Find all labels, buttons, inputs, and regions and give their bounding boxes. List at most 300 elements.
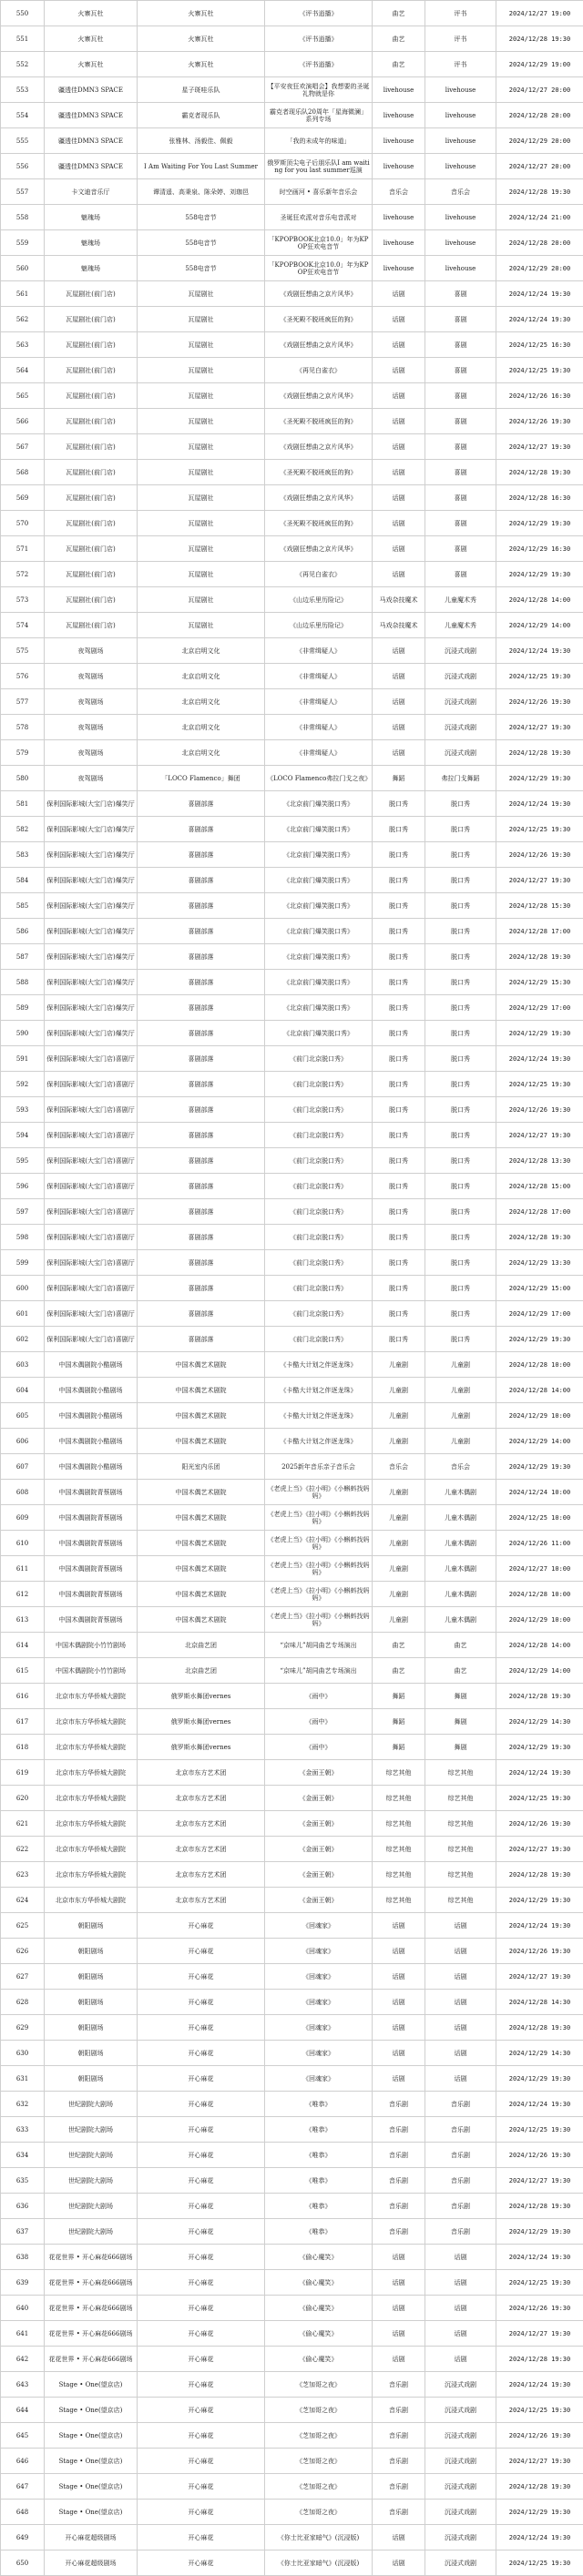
datetime-cell: 2024/12/29 15:30 bbox=[496, 970, 583, 995]
datetime-cell: 2024/12/24 19:30 bbox=[496, 2372, 583, 2398]
title-cell: 《你士比亚家暗气》(沉浸版) bbox=[265, 2551, 373, 2576]
venue-cell: 保利国际影城(大宝门店)喜剧厅 bbox=[45, 1148, 138, 1174]
subcategory-cell: 脱口秀 bbox=[425, 868, 496, 893]
subcategory-cell: 话剧 bbox=[425, 2270, 496, 2296]
table-row bbox=[1, 1123, 583, 1148]
datetime-cell: 2024/12/24 21:00 bbox=[496, 205, 583, 230]
venue-cell: 保利国际影城(大宝门店)爆笑厅 bbox=[45, 817, 138, 842]
category-cell: 话剧 bbox=[373, 460, 425, 485]
subcategory-cell: 脱口秀 bbox=[425, 1327, 496, 1352]
datetime-cell: 2024/12/29 19:30 bbox=[496, 562, 583, 587]
performer-cell: 北京曲艺团 bbox=[138, 1633, 265, 1658]
venue-cell: 保利国际影城(大宝门店)喜剧厅 bbox=[45, 1046, 138, 1072]
subcategory-cell: 音乐剧 bbox=[425, 2194, 496, 2219]
performer-cell: 瓦屋剧社 bbox=[138, 358, 265, 383]
title-cell: 《老虎上当》《拉小明》《小蝌蚪找妈妈》 bbox=[265, 1480, 373, 1505]
performer-cell: 开心麻花 bbox=[138, 2500, 265, 2525]
performer-cell: 喜剧部落 bbox=[138, 1072, 265, 1097]
table-body bbox=[1, 1, 583, 2576]
category-cell: 话剧 bbox=[373, 485, 425, 511]
performer-cell: 喜剧部落 bbox=[138, 1174, 265, 1199]
row-number: 556 bbox=[1, 154, 45, 179]
row-number: 621 bbox=[1, 1811, 45, 1837]
subcategory-cell: livehouse bbox=[425, 205, 496, 230]
datetime-cell: 2024/12/29 10:00 bbox=[496, 1403, 583, 1429]
performer-cell: 喜剧部落 bbox=[138, 919, 265, 944]
title-cell: 《芝加哥之夜》 bbox=[265, 2449, 373, 2474]
performer-cell: 开心麻花 bbox=[138, 2066, 265, 2092]
subcategory-cell: 曲艺 bbox=[425, 1658, 496, 1684]
table-row bbox=[1, 2296, 583, 2321]
subcategory-cell: 综艺其他 bbox=[425, 1862, 496, 1888]
venue-cell: 魅瑰场 bbox=[45, 230, 138, 256]
subcategory-cell: 脱口秀 bbox=[425, 842, 496, 868]
table-row bbox=[1, 1684, 583, 1709]
category-cell: 话剧 bbox=[373, 638, 425, 664]
row-number: 585 bbox=[1, 893, 45, 919]
row-number: 555 bbox=[1, 128, 45, 154]
title-cell: 《非常缉疑人》 bbox=[265, 664, 373, 689]
table-row bbox=[1, 26, 583, 52]
datetime-cell: 2024/12/24 19:30 bbox=[496, 2245, 583, 2270]
row-number: 612 bbox=[1, 1582, 45, 1607]
row-number: 567 bbox=[1, 434, 45, 460]
datetime-cell: 2024/12/27 20:00 bbox=[496, 154, 583, 179]
performer-cell: 中国木偶艺术剧院 bbox=[138, 1556, 265, 1582]
row-number: 591 bbox=[1, 1046, 45, 1072]
datetime-cell: 2024/12/29 13:30 bbox=[496, 1250, 583, 1276]
performer-cell: 喜剧部落 bbox=[138, 817, 265, 842]
table-row bbox=[1, 1327, 583, 1352]
venue-cell: 保利国际影城(大宝门店)爆笑厅 bbox=[45, 970, 138, 995]
performer-cell: 中国木偶艺术剧院 bbox=[138, 1429, 265, 1454]
row-number: 583 bbox=[1, 842, 45, 868]
table-row bbox=[1, 2321, 583, 2347]
datetime-cell: 2024/12/24 19:30 bbox=[496, 791, 583, 817]
subcategory-cell: 沉浸式戏剧 bbox=[425, 2525, 496, 2551]
category-cell: livehouse bbox=[373, 103, 425, 128]
table-row bbox=[1, 256, 583, 281]
row-number: 604 bbox=[1, 1378, 45, 1403]
title-cell: 《圣死殿不脱班疯狂的狗》 bbox=[265, 460, 373, 485]
title-cell: 《卡酷大计划之伴逐龙珠》 bbox=[265, 1378, 373, 1403]
category-cell: 综艺其他 bbox=[373, 1888, 425, 1913]
subcategory-cell: 音乐剧 bbox=[425, 2092, 496, 2117]
datetime-cell: 2024/12/24 19:30 bbox=[496, 638, 583, 664]
category-cell: 话剧 bbox=[373, 2347, 425, 2372]
row-number: 562 bbox=[1, 307, 45, 332]
subcategory-cell: 脱口秀 bbox=[425, 1250, 496, 1276]
table-row bbox=[1, 1403, 583, 1429]
subcategory-cell: 喜剧 bbox=[425, 358, 496, 383]
performer-cell: 张雅林、汤毅佳、佩毅 bbox=[138, 128, 265, 154]
category-cell: 话剧 bbox=[373, 307, 425, 332]
venue-cell: 朝阳剧场 bbox=[45, 1964, 138, 1990]
subcategory-cell: 评书 bbox=[425, 52, 496, 77]
performer-cell: 瓦屋剧社 bbox=[138, 307, 265, 332]
title-cell: 《回魂家》 bbox=[265, 1964, 373, 1990]
title-cell: 《非常缉疑人》 bbox=[265, 715, 373, 740]
venue-cell: 花花世界 • 开心麻花666剧场 bbox=[45, 2270, 138, 2296]
row-number: 575 bbox=[1, 638, 45, 664]
row-number: 554 bbox=[1, 103, 45, 128]
datetime-cell: 2024/12/25 19:30 bbox=[496, 2270, 583, 2296]
venue-cell: Stage • One(望京店) bbox=[45, 2423, 138, 2449]
title-cell: 「KPOPBOOK北京10.0」年为KPOP狂欢电音节 bbox=[265, 256, 373, 281]
table-row bbox=[1, 1862, 583, 1888]
performer-cell: 俄罗斯水舞团vernes bbox=[138, 1684, 265, 1709]
row-number: 642 bbox=[1, 2347, 45, 2372]
title-cell: 《金面王朝》 bbox=[265, 1888, 373, 1913]
table-row bbox=[1, 664, 583, 689]
category-cell: 舞蹈 bbox=[373, 1735, 425, 1760]
row-number: 650 bbox=[1, 2551, 45, 2576]
venue-cell: 北京市东方华侨城大剧院 bbox=[45, 1709, 138, 1735]
subcategory-cell: 评书 bbox=[425, 26, 496, 52]
category-cell: 脱口秀 bbox=[373, 1148, 425, 1174]
row-number: 628 bbox=[1, 1990, 45, 2015]
table-row bbox=[1, 281, 583, 307]
datetime-cell: 2024/12/29 14:00 bbox=[496, 1429, 583, 1454]
performer-cell: 开心麻花 bbox=[138, 2168, 265, 2194]
datetime-cell: 2024/12/28 19:30 bbox=[496, 2474, 583, 2500]
title-cell: 《前门北京脱口秀》 bbox=[265, 1199, 373, 1225]
venue-cell: 瓦屋剧社(前门店) bbox=[45, 562, 138, 587]
subcategory-cell: 儿童剧 bbox=[425, 1378, 496, 1403]
performer-cell: 瓦屋剧社 bbox=[138, 562, 265, 587]
venue-cell: 中国木偶剧院青蔡剧场 bbox=[45, 1556, 138, 1582]
datetime-cell: 2024/12/25 19:30 bbox=[496, 358, 583, 383]
title-cell: 《老虎上当》《拉小明》《小蝌蚪找妈妈》 bbox=[265, 1607, 373, 1633]
subcategory-cell: 脱口秀 bbox=[425, 1225, 496, 1250]
category-cell: 脱口秀 bbox=[373, 1046, 425, 1072]
venue-cell: 世纪剧院大剧场 bbox=[45, 2168, 138, 2194]
category-cell: 综艺其他 bbox=[373, 1786, 425, 1811]
performer-cell: 瓦屋剧社 bbox=[138, 281, 265, 307]
performer-cell: 瓦屋剧社 bbox=[138, 613, 265, 638]
subcategory-cell: 综艺其他 bbox=[425, 1760, 496, 1786]
subcategory-cell: 儿童剧 bbox=[425, 1352, 496, 1378]
title-cell: 《北京前门爆笑脱口秀》 bbox=[265, 995, 373, 1021]
category-cell: 脱口秀 bbox=[373, 919, 425, 944]
category-cell: 音乐剧 bbox=[373, 2219, 425, 2245]
subcategory-cell: 脱口秀 bbox=[425, 1174, 496, 1199]
subcategory-cell: 评书 bbox=[425, 1, 496, 26]
datetime-cell: 2024/12/29 19:30 bbox=[496, 2219, 583, 2245]
subcategory-cell: 音乐会 bbox=[425, 179, 496, 205]
category-cell: 脱口秀 bbox=[373, 1250, 425, 1276]
performer-cell: 俄罗斯水舞团vernes bbox=[138, 1735, 265, 1760]
datetime-cell: 2024/12/29 14:00 bbox=[496, 1658, 583, 1684]
subcategory-cell: 喜剧 bbox=[425, 409, 496, 434]
title-cell: 《北京前门爆笑脱口秀》 bbox=[265, 868, 373, 893]
datetime-cell: 2024/12/24 19:30 bbox=[496, 1760, 583, 1786]
performer-cell: 瓦屋剧社 bbox=[138, 409, 265, 434]
table-row bbox=[1, 2117, 583, 2143]
venue-cell: 中国木偶剧院小酷剧场 bbox=[45, 1352, 138, 1378]
title-cell: 《戏剧狂想曲之京片风华》 bbox=[265, 434, 373, 460]
performer-cell: 开心麻花 bbox=[138, 2551, 265, 2576]
title-cell: 《再见白雀衣》 bbox=[265, 562, 373, 587]
datetime-cell: 2024/12/28 19:30 bbox=[496, 2194, 583, 2219]
subcategory-cell: 儿童剧 bbox=[425, 1403, 496, 1429]
performer-cell: 开心麻花 bbox=[138, 2194, 265, 2219]
subcategory-cell: 喜剧 bbox=[425, 562, 496, 587]
title-cell: 《北京前门爆笑脱口秀》 bbox=[265, 1021, 373, 1046]
datetime-cell: 2024/12/28 20:00 bbox=[496, 230, 583, 256]
subcategory-cell: 沉浸式戏剧 bbox=[425, 2372, 496, 2398]
subcategory-cell: 沉浸式戏剧 bbox=[425, 638, 496, 664]
category-cell: 儿童剧 bbox=[373, 1378, 425, 1403]
table-row bbox=[1, 1, 583, 26]
table-row bbox=[1, 2194, 583, 2219]
row-number: 576 bbox=[1, 664, 45, 689]
subcategory-cell: 儿童木偶剧 bbox=[425, 1607, 496, 1633]
datetime-cell: 2024/12/28 14:00 bbox=[496, 1633, 583, 1658]
table-row bbox=[1, 1811, 583, 1837]
row-number: 625 bbox=[1, 1913, 45, 1939]
datetime-cell: 2024/12/27 19:30 bbox=[496, 2168, 583, 2194]
performer-cell: 中国木偶艺术剧院 bbox=[138, 1582, 265, 1607]
table-row bbox=[1, 77, 583, 103]
performer-cell: 喜剧部落 bbox=[138, 868, 265, 893]
category-cell: 音乐剧 bbox=[373, 2194, 425, 2219]
datetime-cell: 2024/12/29 17:00 bbox=[496, 1301, 583, 1327]
venue-cell: 瓦屋剧社(前门店) bbox=[45, 332, 138, 358]
datetime-cell: 2024/12/28 19:30 bbox=[496, 740, 583, 766]
datetime-cell: 2024/12/29 19:30 bbox=[496, 2066, 583, 2092]
performer-cell: 喜剧部落 bbox=[138, 1021, 265, 1046]
table-row bbox=[1, 2449, 583, 2474]
table-row bbox=[1, 1531, 583, 1556]
table-row bbox=[1, 1225, 583, 1250]
category-cell: 儿童剧 bbox=[373, 1505, 425, 1531]
title-cell: 《金面王朝》 bbox=[265, 1837, 373, 1862]
datetime-cell: 2024/12/29 19:30 bbox=[496, 1454, 583, 1480]
table-row bbox=[1, 766, 583, 791]
table-row bbox=[1, 1633, 583, 1658]
venue-cell: 瓦屋剧社(前门店) bbox=[45, 587, 138, 613]
title-cell: 《北京前门爆笑脱口秀》 bbox=[265, 919, 373, 944]
category-cell: 话剧 bbox=[373, 1990, 425, 2015]
venue-cell: 瓦屋剧社(前门店) bbox=[45, 409, 138, 434]
venue-cell: 世纪剧院大剧场 bbox=[45, 2194, 138, 2219]
title-cell: 《回魂家》 bbox=[265, 1939, 373, 1964]
subcategory-cell: 儿童木偶剧 bbox=[425, 1480, 496, 1505]
venue-cell: 花花世界 • 开心麻花666剧场 bbox=[45, 2321, 138, 2347]
row-number: 592 bbox=[1, 1072, 45, 1097]
title-cell: “京味儿”胡同曲艺专场演出 bbox=[265, 1658, 373, 1684]
row-number: 631 bbox=[1, 2066, 45, 2092]
datetime-cell: 2024/12/27 19:30 bbox=[496, 1964, 583, 1990]
datetime-cell: 2024/12/28 14:30 bbox=[496, 1990, 583, 2015]
venue-cell: 瓦屋剧社(前门店) bbox=[45, 383, 138, 409]
category-cell: 话剧 bbox=[373, 2321, 425, 2347]
category-cell: 脱口秀 bbox=[373, 1021, 425, 1046]
category-cell: 曲艺 bbox=[373, 26, 425, 52]
title-cell: 《前门北京脱口秀》 bbox=[265, 1097, 373, 1123]
performer-cell: 北京市东方艺术团 bbox=[138, 1786, 265, 1811]
row-number: 572 bbox=[1, 562, 45, 587]
venue-cell: 瓦屋剧社(前门店) bbox=[45, 536, 138, 562]
venue-cell: 朝阳剧场 bbox=[45, 2041, 138, 2066]
performer-cell: 中国木偶艺术剧院 bbox=[138, 1505, 265, 1531]
row-number: 582 bbox=[1, 817, 45, 842]
datetime-cell: 2024/12/25 19:30 bbox=[496, 1072, 583, 1097]
title-cell: 《评书逍播》 bbox=[265, 26, 373, 52]
table-row bbox=[1, 154, 583, 179]
subcategory-cell: 儿童木偶剧 bbox=[425, 1582, 496, 1607]
datetime-cell: 2024/12/28 16:30 bbox=[496, 485, 583, 511]
performer-cell: 开心麻花 bbox=[138, 2372, 265, 2398]
subcategory-cell: 曲艺 bbox=[425, 1633, 496, 1658]
category-cell: 曲艺 bbox=[373, 1, 425, 26]
category-cell: 话剧 bbox=[373, 2041, 425, 2066]
category-cell: 脱口秀 bbox=[373, 868, 425, 893]
row-number: 586 bbox=[1, 919, 45, 944]
datetime-cell: 2024/12/29 10:00 bbox=[496, 1607, 583, 1633]
category-cell: 综艺其他 bbox=[373, 1862, 425, 1888]
table-row bbox=[1, 1378, 583, 1403]
datetime-cell: 2024/12/29 14:30 bbox=[496, 2041, 583, 2066]
row-number: 553 bbox=[1, 77, 45, 103]
subcategory-cell: 综艺其他 bbox=[425, 1786, 496, 1811]
subcategory-cell: 喜剧 bbox=[425, 460, 496, 485]
venue-cell: 中国木偶剧院小酷剧场 bbox=[45, 1378, 138, 1403]
subcategory-cell: 沉浸式戏剧 bbox=[425, 689, 496, 715]
performer-cell: 喜剧部落 bbox=[138, 1250, 265, 1276]
performer-cell: 开心麻花 bbox=[138, 2296, 265, 2321]
datetime-cell: 2024/12/28 19:30 bbox=[496, 944, 583, 970]
category-cell: 话剧 bbox=[373, 1964, 425, 1990]
title-cell: 《唯恭》 bbox=[265, 2143, 373, 2168]
venue-cell: 中国木偶剧院小竹竹剧场 bbox=[45, 1633, 138, 1658]
subcategory-cell: 舞剧 bbox=[425, 1684, 496, 1709]
subcategory-cell: 脱口秀 bbox=[425, 817, 496, 842]
subcategory-cell: 综艺其他 bbox=[425, 1888, 496, 1913]
venue-cell: 保利国际影城(大宝门店)喜剧厅 bbox=[45, 1276, 138, 1301]
table-row bbox=[1, 1658, 583, 1684]
category-cell: 音乐剧 bbox=[373, 2117, 425, 2143]
performer-cell: 开心麻花 bbox=[138, 2398, 265, 2423]
datetime-cell: 2024/12/28 14:00 bbox=[496, 1378, 583, 1403]
title-cell: “京味儿”胡同曲艺专场演出 bbox=[265, 1633, 373, 1658]
subcategory-cell: livehouse bbox=[425, 154, 496, 179]
datetime-cell: 2024/12/28 15:30 bbox=[496, 893, 583, 919]
datetime-cell: 2024/12/28 10:00 bbox=[496, 1582, 583, 1607]
datetime-cell: 2024/12/27 19:30 bbox=[496, 1123, 583, 1148]
table-row bbox=[1, 868, 583, 893]
venue-cell: 中国木偶剧院青蔡剧场 bbox=[45, 1480, 138, 1505]
subcategory-cell: 话剧 bbox=[425, 2041, 496, 2066]
performer-cell: 北京市东方艺术团 bbox=[138, 1837, 265, 1862]
datetime-cell: 2024/12/25 19:30 bbox=[496, 2551, 583, 2576]
table-row bbox=[1, 1939, 583, 1964]
title-cell: 《前门北京脱口秀》 bbox=[265, 1174, 373, 1199]
table-row bbox=[1, 383, 583, 409]
title-cell: 《卡酷大计划之伴逐龙珠》 bbox=[265, 1352, 373, 1378]
venue-cell: 中国木偶剧院小酷剧场 bbox=[45, 1429, 138, 1454]
title-cell: 《戏剧狂想曲之京片风华》 bbox=[265, 332, 373, 358]
subcategory-cell: 脱口秀 bbox=[425, 1148, 496, 1174]
performer-cell: 开心麻花 bbox=[138, 2525, 265, 2551]
subcategory-cell: 喜剧 bbox=[425, 511, 496, 536]
venue-cell: 花花世界 • 开心麻花666剧场 bbox=[45, 2347, 138, 2372]
datetime-cell: 2024/12/25 19:30 bbox=[496, 664, 583, 689]
table-row bbox=[1, 1199, 583, 1225]
venue-cell: 保利国际影城(大宝门店)喜剧厅 bbox=[45, 1174, 138, 1199]
title-cell: 《偷心魔笑》 bbox=[265, 2296, 373, 2321]
datetime-cell: 2024/12/29 19:30 bbox=[496, 1888, 583, 1913]
row-number: 622 bbox=[1, 1837, 45, 1862]
venue-cell: 朝阳剧场 bbox=[45, 1939, 138, 1964]
category-cell: 音乐剧 bbox=[373, 2500, 425, 2525]
datetime-cell: 2024/12/28 20:00 bbox=[496, 103, 583, 128]
performer-cell: 喜剧部落 bbox=[138, 842, 265, 868]
datetime-cell: 2024/12/26 19:30 bbox=[496, 1097, 583, 1123]
category-cell: 话剧 bbox=[373, 689, 425, 715]
subcategory-cell: 脱口秀 bbox=[425, 1199, 496, 1225]
table-row bbox=[1, 944, 583, 970]
title-cell: 【平安夜狂欢演唱会】我想要的圣诞礼物就是你 bbox=[265, 77, 373, 103]
title-cell: 《唯恭》 bbox=[265, 2092, 373, 2117]
title-cell: 《前门北京脱口秀》 bbox=[265, 1123, 373, 1148]
title-cell: 《卡酷大计划之伴逐龙珠》 bbox=[265, 1429, 373, 1454]
performer-cell: 中国木偶艺术剧院 bbox=[138, 1607, 265, 1633]
venue-cell: 北京市东方华侨城大剧院 bbox=[45, 1837, 138, 1862]
venue-cell: 瓦屋剧社(前门店) bbox=[45, 511, 138, 536]
datetime-cell: 2024/12/29 19:00 bbox=[496, 52, 583, 77]
venue-cell: 保利国际影城(大宝门店)爆笑厅 bbox=[45, 893, 138, 919]
category-cell: livehouse bbox=[373, 205, 425, 230]
category-cell: 综艺其他 bbox=[373, 1811, 425, 1837]
subcategory-cell: 综艺其他 bbox=[425, 1837, 496, 1862]
table-row bbox=[1, 613, 583, 638]
category-cell: 音乐会 bbox=[373, 179, 425, 205]
category-cell: 儿童剧 bbox=[373, 1607, 425, 1633]
category-cell: 话剧 bbox=[373, 1913, 425, 1939]
category-cell: 脱口秀 bbox=[373, 1225, 425, 1250]
row-number: 618 bbox=[1, 1735, 45, 1760]
datetime-cell: 2024/12/28 14:00 bbox=[496, 587, 583, 613]
category-cell: 儿童剧 bbox=[373, 1531, 425, 1556]
performer-cell: 中国木偶艺术剧院 bbox=[138, 1531, 265, 1556]
row-number: 581 bbox=[1, 791, 45, 817]
table-row bbox=[1, 2372, 583, 2398]
row-number: 639 bbox=[1, 2270, 45, 2296]
performer-cell: 北京曲艺团 bbox=[138, 1658, 265, 1684]
subcategory-cell: 脱口秀 bbox=[425, 1021, 496, 1046]
datetime-cell: 2024/12/28 15:00 bbox=[496, 1174, 583, 1199]
subcategory-cell: 儿童魔术秀 bbox=[425, 587, 496, 613]
table-row bbox=[1, 103, 583, 128]
venue-cell: 夜驾剧场 bbox=[45, 740, 138, 766]
row-number: 610 bbox=[1, 1531, 45, 1556]
table-row bbox=[1, 536, 583, 562]
title-cell: 俄罗斯顶尖电子后朋乐队I am waiting for you last summer巡演 bbox=[265, 154, 373, 179]
subcategory-cell: 音乐剧 bbox=[425, 2143, 496, 2168]
row-number: 570 bbox=[1, 511, 45, 536]
row-number: 552 bbox=[1, 52, 45, 77]
subcategory-cell: 弗拉门戈舞蹈 bbox=[425, 766, 496, 791]
table-row bbox=[1, 562, 583, 587]
venue-cell: 北京市东方华侨城大剧院 bbox=[45, 1786, 138, 1811]
row-number: 619 bbox=[1, 1760, 45, 1786]
performer-cell: 瓦屋剧社 bbox=[138, 485, 265, 511]
category-cell: 儿童剧 bbox=[373, 1429, 425, 1454]
venue-cell: 中国木偶剧院小酷剧场 bbox=[45, 1454, 138, 1480]
row-number: 616 bbox=[1, 1684, 45, 1709]
